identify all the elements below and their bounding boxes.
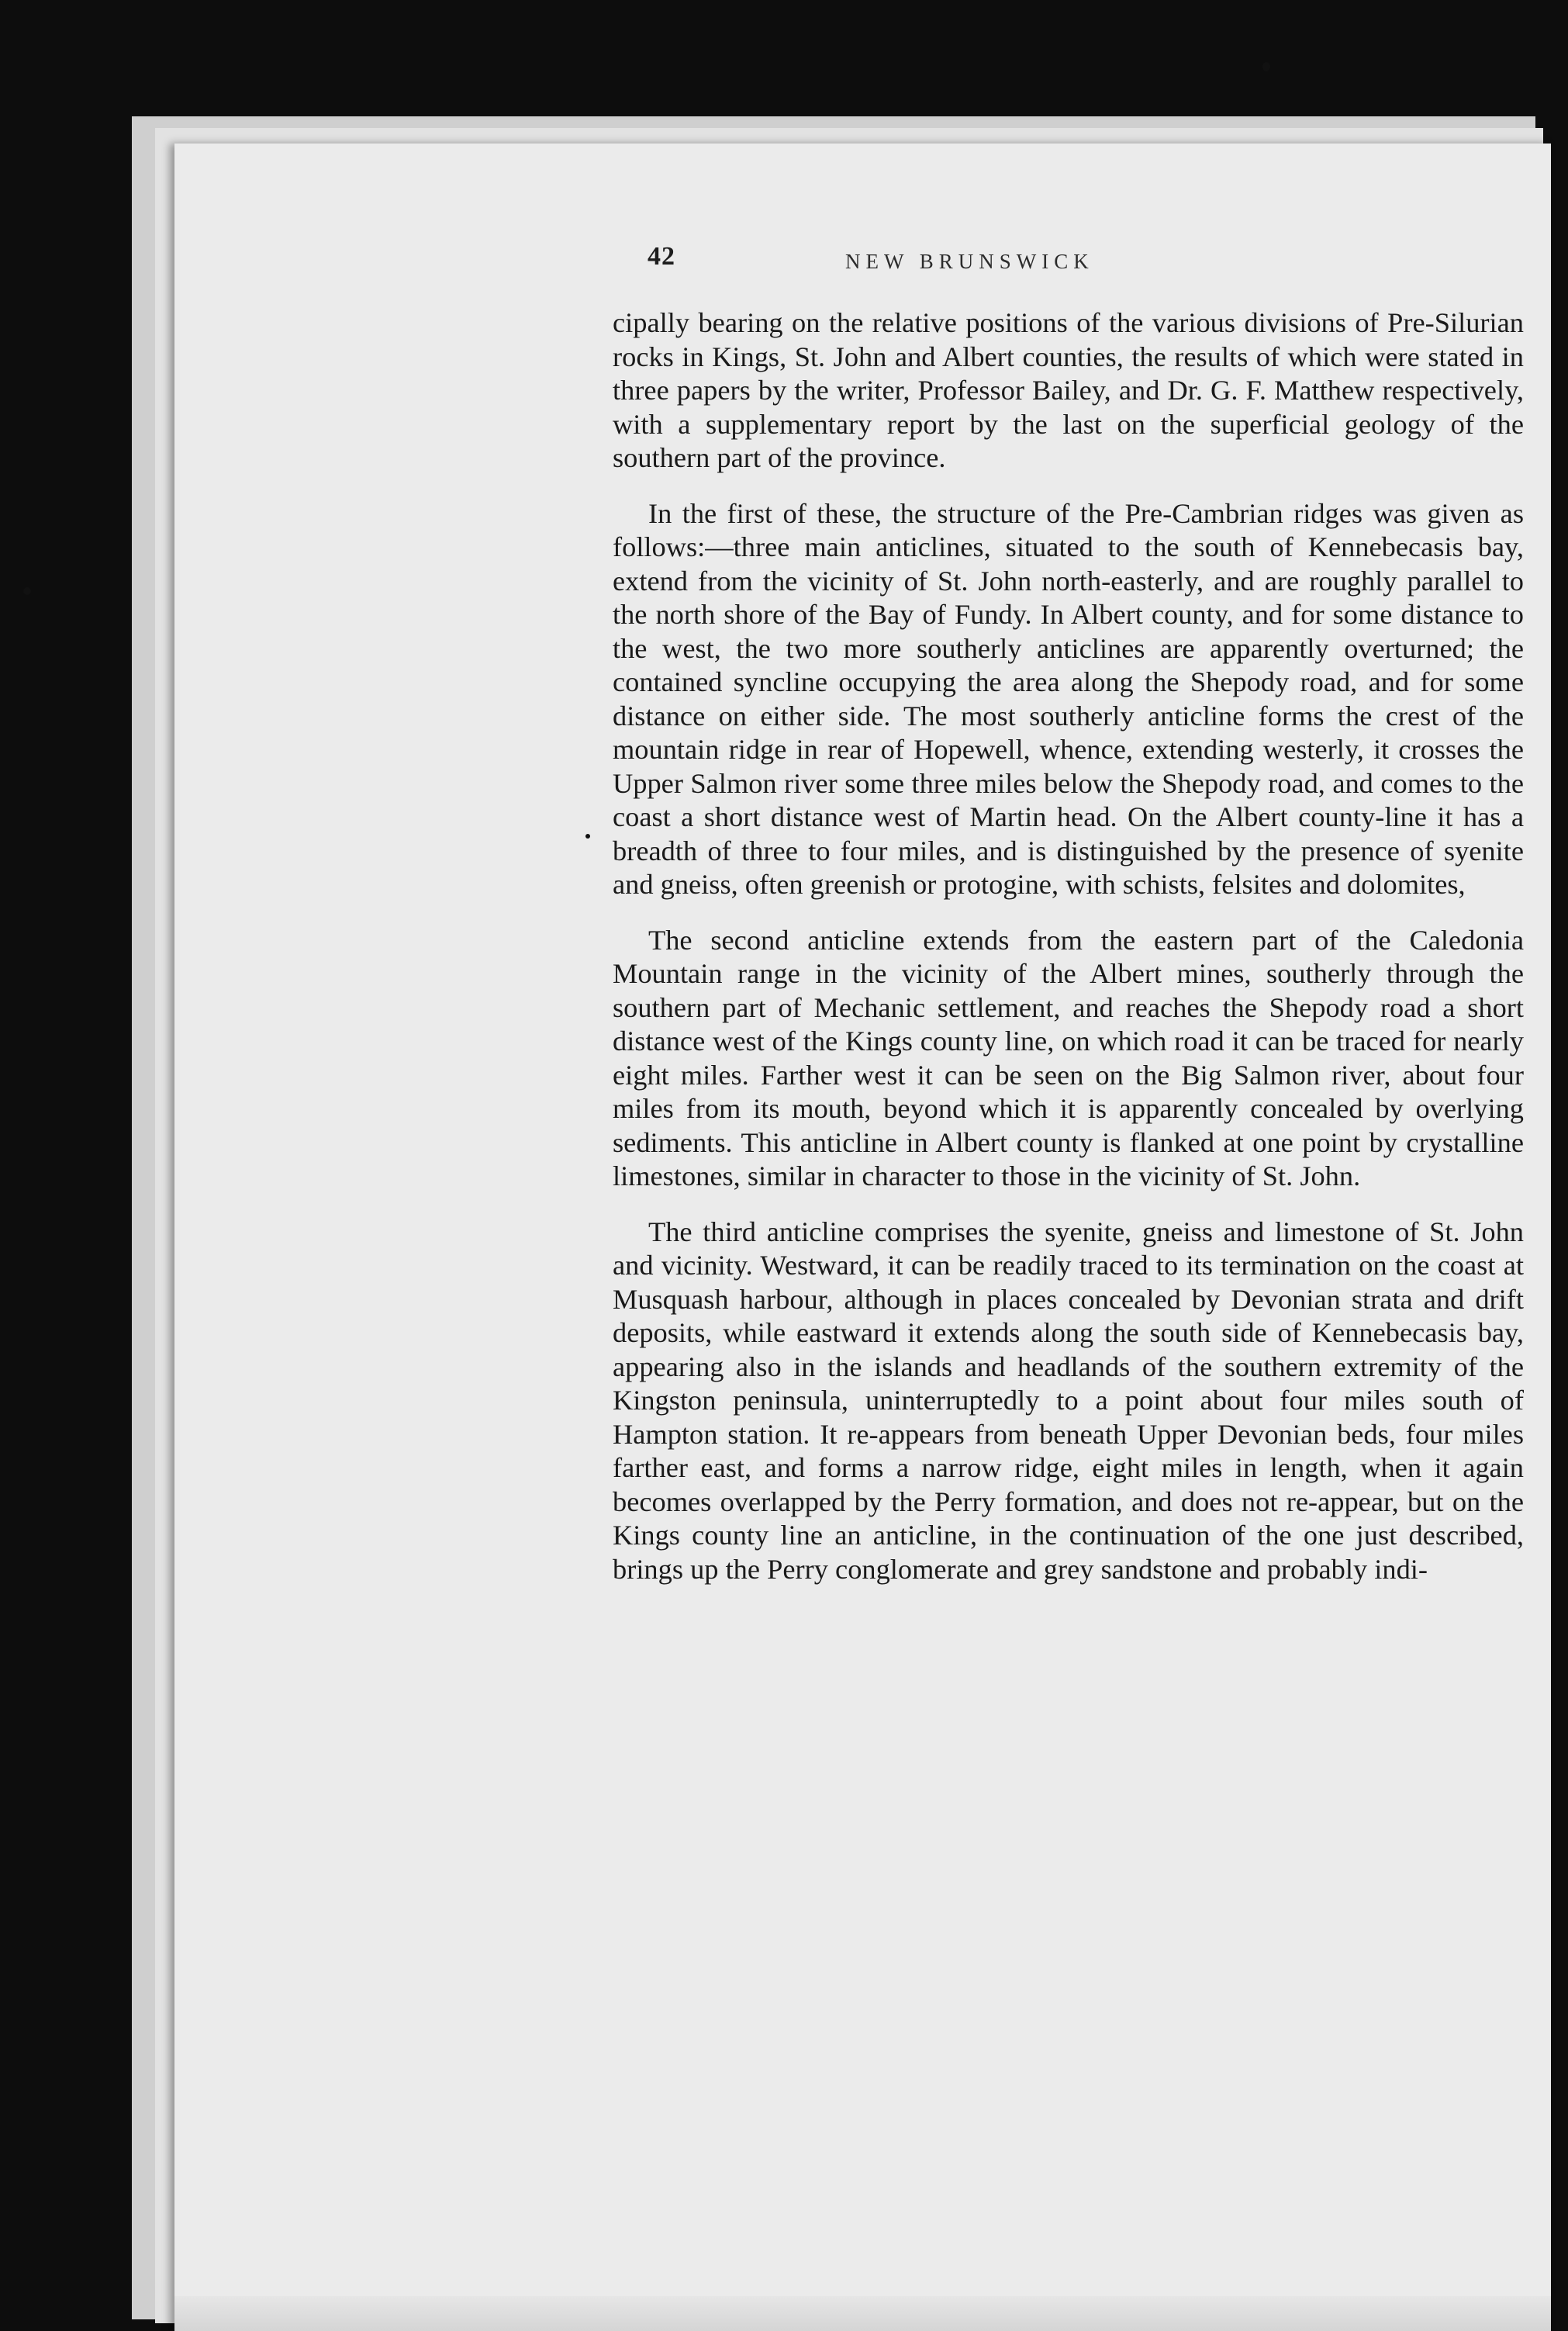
page-bottom-strip bbox=[174, 2296, 1551, 2331]
paragraph: The third anticline comprises the syenite, gneiss and limestone of St. John and vicinity. Westward, it can be readily traced to its termination on the coast at Musquash harbour, although in places concealed by Devonian strata and drift deposits, while eastward it extends along the south side of Kennebecasis bay, appearing also in the islands and headlands of the southern extremity of the Kingston peninsula, uninterruptedly to a point about four miles south of Hampton station. It re-appears from beneath Upper Devonian beds, four miles farther east, and forms a narrow ridge, eight miles in length, when it again becomes overlapped by the Perry formation, and does not re-appear, but on the Kings county line an anticline, in the continuation of the one just described, brings up the Perry conglomerate and grey sandstone and probably indi- bbox=[613, 1216, 1524, 1585]
paragraph: In the first of these, the structure of the Pre-Cambrian ridges was given as follows:—three main anticlines, situated to the south of Kennebecasis bay, extend from the vicinity of St. John north-easterly, and are roughly parallel to the north shore of the Bay of Fundy. In Albert county, and for some distance to the west, the two more southerly anticlines are apparently overturned; the contained syncline occupying the area along the Shepody road, and for some distance on either side. The most southerly anticline forms the crest of the mountain ridge in rear of Hopewell, whence, extending westerly, it crosses the Upper Salmon river some three miles below the Shepody road, and comes to the coast a short distance west of Martin head. On the Albert county-line it has a breadth of three to four miles, and is distinguished by the presence of syenite and gneiss, often greenish or protogine, with schists, felsites and dolomites, bbox=[613, 497, 1524, 900]
paragraph: The second anticline extends from the eastern part of the Caledonia Mountain range in the vicinity of the Albert mines, southerly through the southern part of Mechanic settlement, and reaches the Shepody road a short distance west of the Kings county line, on which road it can be traced for nearly eight miles. Farther west it can be seen on the Big Salmon river, about four miles from its mouth, beyond which it is apparently concealed by overlying sediments. This anticline in Albert county is flanked at one point by crystalline limestones, similar in character to those in the vicinity of St. John. bbox=[613, 924, 1524, 1191]
page-number: 42 bbox=[648, 242, 675, 271]
scan-speck bbox=[585, 834, 590, 839]
scan-speck bbox=[1262, 62, 1270, 71]
body-text bbox=[613, 306, 1524, 1608]
running-head: NEW BRUNSWICK bbox=[845, 250, 1094, 273]
paragraph: cipally bearing on the relative positions of the various divisions of Pre-Silurian rocks in Kings, St. John and Albert counties, the results of which were stated in three papers by the writer, Professor Bailey, and Dr. G. F. Matthew respectively, with a supplementary report by the last on the superficial geology of the southern part of the province. bbox=[613, 307, 1524, 473]
scan-speck bbox=[23, 587, 31, 595]
